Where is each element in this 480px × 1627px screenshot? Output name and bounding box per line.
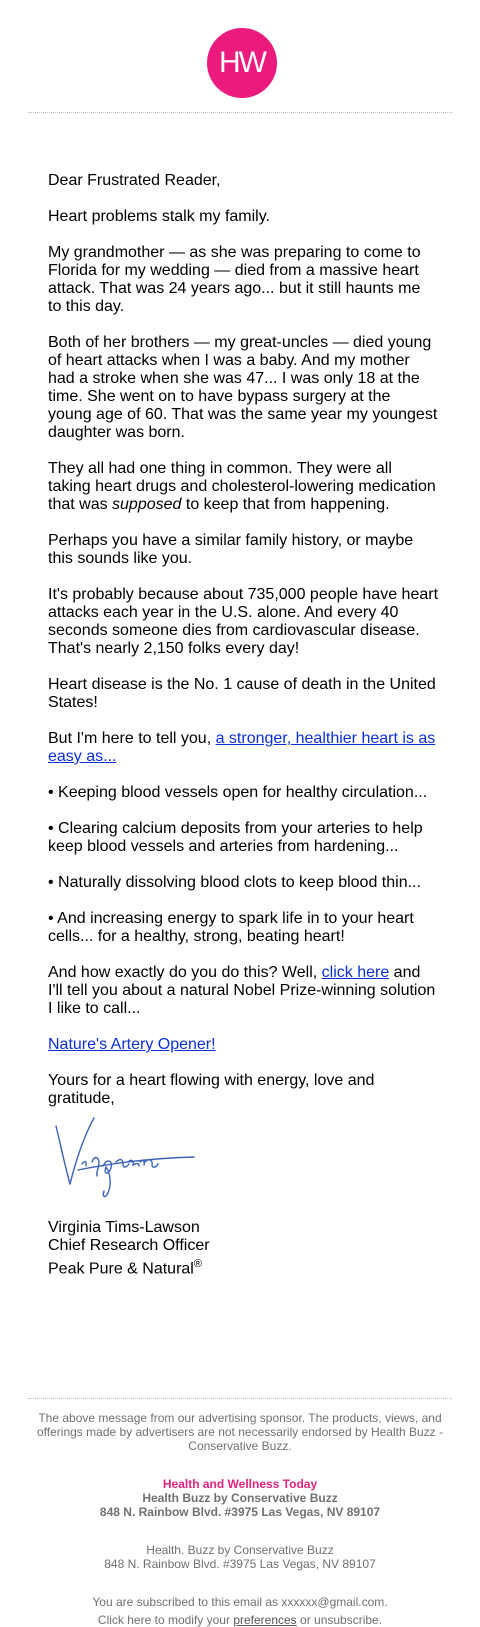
- click-here-link[interactable]: click here: [321, 964, 390, 981]
- registered-mark: ®: [193, 1258, 202, 1270]
- paragraph-8: But I'm here to tell you, a stronger, healthier heart is as easy as...: [48, 730, 436, 765]
- brand-name: Health and Wellness Today: [162, 1477, 318, 1491]
- natures-artery-opener-link[interactable]: Nature's Artery Opener!: [48, 1036, 216, 1053]
- sender-title: Chief Research Officer: [48, 1237, 210, 1254]
- paragraph-1: Heart problems stalk my family.: [48, 208, 270, 225]
- paragraph-2: My grandmother — as she was preparing to come to Florida for my wedding — died from a massive heart attack. That was 24 years ago... but it still haunts me to this day.: [48, 244, 421, 315]
- stronger-heart-link[interactable]: a stronger, healthier heart is as easy as...: [48, 730, 436, 765]
- bullet-item: • Keeping blood vessels open for healthy circulation...: [48, 784, 428, 801]
- preferences-line: Click here to modify your preferences or unsubscribe.: [97, 1613, 383, 1627]
- bullet-item: • Naturally dissolving blood clots to keep blood thin...: [48, 874, 421, 891]
- sender-block: [48, 1219, 438, 1278]
- closing: Yours for a heart flowing with energy, love and gratitude,: [48, 1072, 375, 1107]
- preferences-link[interactable]: preferences: [233, 1613, 297, 1627]
- cta-paragraph: [48, 1036, 438, 1054]
- emphasis-supposed: supposed: [112, 496, 182, 513]
- greeting: Dear Frustrated Reader,: [48, 172, 221, 189]
- paragraph-4: They all had one thing in common. They were all taking heart drugs and cholesterol-lowering medication that was supposed to keep that from happening.: [48, 460, 436, 513]
- publisher-name-secondary: Health. Buzz by Conservative Buzz: [146, 1543, 334, 1557]
- publisher-address: 848 N. Rainbow Blvd. #3975 Las Vegas, NV 89107: [99, 1505, 381, 1519]
- publisher-block: [30, 1477, 450, 1519]
- paragraph-9: And how exactly do you do this? Well, click here and I'll tell you about a natural Nobel Prize-winning solution I like to call...: [48, 964, 436, 1017]
- paragraph-3: Both of her brothers — my great-uncles — died young of heart attacks when I was a baby. And my mother had a stroke when she was 47... I was only 18 at the time. She went on to have bypass surgery at the young age of 60. That was the same year my youngest daughter was born.: [48, 334, 438, 441]
- sender-company: Peak Pure & Natural®: [48, 1258, 202, 1278]
- header-divider: [28, 112, 452, 113]
- bullet-item: • Clearing calcium deposits from your arteries to help keep blood vessels and arteries from hardening...: [48, 820, 423, 855]
- logo-text: HW: [219, 46, 265, 79]
- sponsor-disclaimer: The above message from our advertising sponsor. The products, views, and offerings made by advertisers are not necessarily endorsed by Health Buzz - Conservative Buzz.: [37, 1411, 443, 1453]
- hw-logo[interactable]: [207, 28, 277, 98]
- signature-text: [48, 1112, 101, 1116]
- subscription-notice: You are subscribed to this email as xxxxxx@gmail.com.: [92, 1595, 388, 1609]
- publisher-address-secondary: 848 N. Rainbow Blvd. #3975 Las Vegas, NV 89107: [104, 1557, 376, 1571]
- paragraph-7: Heart disease is the No. 1 cause of death in the United States!: [48, 676, 436, 711]
- letter-body: [48, 172, 438, 1278]
- publisher-name: Health Buzz by Conservative Buzz: [142, 1491, 338, 1505]
- footer: [30, 1411, 450, 1627]
- sender-name: Virginia Tims-Lawson: [48, 1219, 200, 1236]
- footer-divider: [28, 1398, 452, 1399]
- publisher-block-secondary: [30, 1543, 450, 1571]
- bullet-item: • And increasing energy to spark life in to your heart cells... for a healthy, strong, beating heart!: [48, 910, 414, 945]
- paragraph-5: Perhaps you have a similar family history, or maybe this sounds like you.: [48, 532, 414, 567]
- paragraph-6: It's probably because about 735,000 people have heart attacks each year in the U.S. alone. And every 40 seconds someone dies from cardiovascular disease. That's nearly 2,150 folks every day!: [48, 586, 439, 657]
- signature-image: [48, 1112, 198, 1204]
